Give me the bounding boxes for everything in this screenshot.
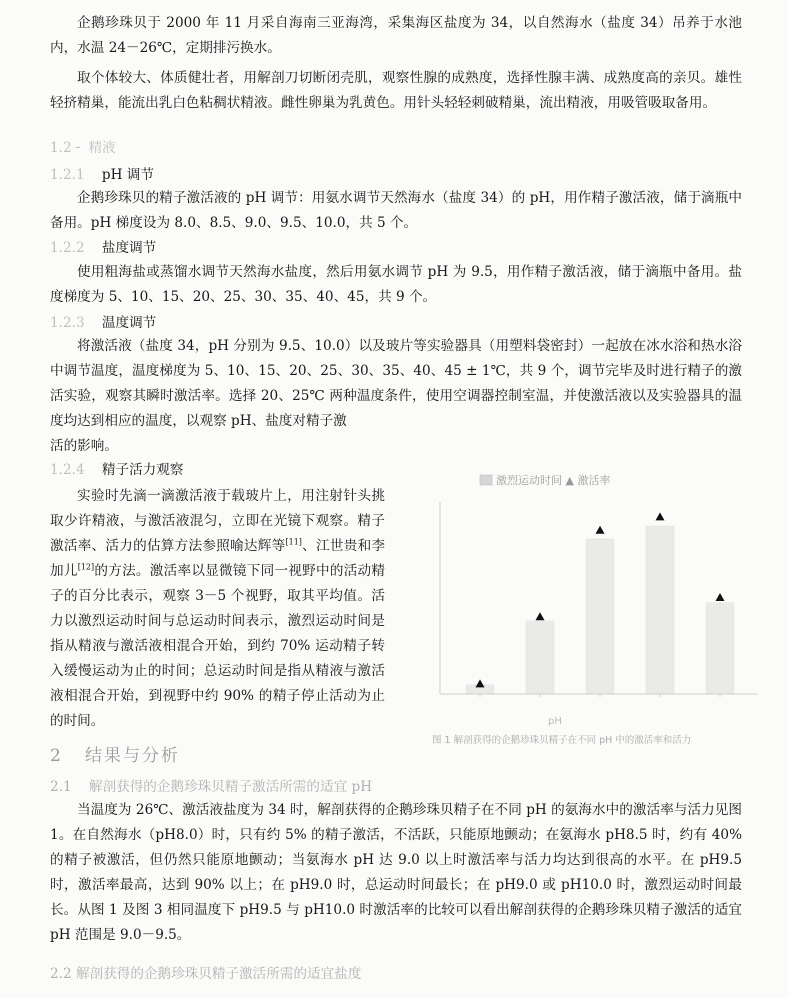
citation: [11] — [285, 537, 302, 547]
subsection-heading-results-ph — [50, 775, 372, 795]
marker-9.0 — [596, 526, 605, 534]
section-heading-faint: 1.2 ╴ 精液 — [50, 140, 116, 156]
marker-8.5 — [536, 612, 545, 620]
salinity-paragraph: 使用粗海盐或蒸馏水调节天然海水盐度，然后用氨水调节 pH 为 9.5，用作精子激活液，储于滴瓶中备用。盐度梯度为 5、10、15、20、25、30、35、40、45，共 9 个。 — [50, 264, 742, 305]
subsection-title: 解剖获得的企鹅珍珠贝精子激活所需的适宜 pH — [88, 779, 373, 795]
bar-8.5 — [526, 621, 554, 694]
bar-9.0 — [586, 539, 614, 694]
x-axis-label: pH — [548, 716, 562, 727]
intro-paragraph-1: 企鹅珍珠贝于 2000 年 11 月采自海南三亚海湾，采集海区盐度为 34，以自然海水（盐度 34）吊养于水池内，水温 24－26℃，定期排污换水。 — [50, 15, 742, 56]
legend-swatch — [480, 475, 492, 485]
subsection-number: 1.2.2 — [50, 240, 85, 256]
chart — [420, 462, 780, 750]
temperature-paragraph: 将激活液（盐度 34，pH 分别为 9.5、10.0）以及玻片等实验器具（用塑料袋密封）一起放在冰水浴和热水浴中调节温度，温度梯度为 5、10、15、20、25、30、35、40、45 ± 1℃，共 9 个，调节完毕及时进行精子的激活实验，观察其瞬时激活率。选择 20、25℃ 两种温度条件，使用空调器控制室温，并使激活液以及实验器具的温度均达到相应的温度，以观察 pH、盐度对精子激 — [50, 338, 742, 429]
subsection-heading-salinity — [50, 238, 156, 258]
figure-1 — [420, 462, 780, 750]
observation-paragraph: 实验时先滴一滴激活液于载玻片上，用注射针头挑取少许精液，与激活液混匀，立即在光镜下观察。精子激活率、活力的估算方法参照喻达辉等[11]、江世贵和李加儿[12]的方法。激活率以显微镜下同一视野中的活动精子的百分比表示，观察 3－5 个视野，取其平均值。活力以激烈运动时间与总运动时间表示，激烈运动时间是指从精液与激活液相混合开始，到约 70% 运动精子转入缓慢运动为止的时间；总运动时间是指从精液与激活液相混合开始，到视野中约 90% 的精子停止活动为止的时间。 — [50, 488, 386, 729]
results-paragraph: 当温度为 26℃、激活液盐度为 34 时，解剖获得的企鹅珍珠贝精子在不同 pH 的氨海水中的激活率与活力见图 1。在自然海水（pH8.0）时，只有约 5% 的精子激活，不活跃，只能原地颤动；在氨海水 pH8.5 时，约有 40% 的精子被激活，但仍然只能原地颤动；当氨海水 pH 达 9.0 以上时激活率与活力均达到很高的水平。在 pH9.5 时，激活率最高，达到 90% 以上；在 pH9.0 时，总运动时间最长；在 pH9.0 或 pH10.0 时，激烈运动时间最长。从图 1 及图 3 相同温度下 pH9.5 与 pH10.0 时激活率的比较可以看出解剖获得的企鹅珍珠贝精子激活的适宜 pH 范围是 9.0－9.5。 — [50, 802, 742, 943]
figure-caption: 图 1 解剖获得的企鹅珍珠贝精子在不同 pH 中的激活率和活力 — [432, 735, 692, 746]
section-heading-results — [50, 741, 180, 766]
bar-9.5 — [646, 526, 674, 694]
subsection-title: 盐度调节 — [101, 240, 157, 256]
subsection-number: 1.2.3 — [50, 315, 85, 331]
subsection-heading-results-salinity: 2.2 解剖获得的企鹅珍珠贝精子激活所需的适宜盐度 — [50, 966, 362, 982]
subsection-title: 温度调节 — [101, 315, 157, 331]
subsection-title: 精子活力观察 — [101, 462, 184, 478]
bars-group — [466, 526, 734, 694]
subsection-heading-ph — [50, 165, 154, 185]
subsection-number: 1.2.4 — [50, 462, 85, 478]
legend-text: 激烈运动时间 ▲ 激活率 — [496, 474, 611, 487]
intro-paragraph-2: 取个体较大、体质健壮者，用解剖刀切断闭壳肌，观察性腺的成熟度，选择性腺丰满、成熟度高的亲贝。雄性轻挤精巢，能流出乳白色粘稠状精液。雌性卵巢为乳黄色。用针头轻轻刺破精巢，流出精液，用吸管吸取备用。 — [50, 70, 742, 111]
subsection-heading-observation — [50, 460, 183, 480]
subsection-title: pH 调节 — [101, 167, 154, 183]
citation: [12] — [77, 562, 95, 572]
temperature-paragraph-end: 活的影响。 — [50, 438, 118, 454]
bar-10.0 — [706, 603, 734, 694]
marker-9.5 — [656, 512, 665, 520]
section-title: 结果与分析 — [85, 746, 181, 766]
subsection-number: 1.2.1 — [50, 167, 85, 183]
section-number: 2 — [50, 746, 63, 766]
subsection-heading-temperature — [50, 313, 156, 333]
subsection-number: 2.1 — [50, 779, 72, 795]
ph-paragraph: 企鹅珍珠贝的精子激活液的 pH 调节：用氨水调节天然海水（盐度 34）的 pH，用作精子激活液，储于滴瓶中备用。pH 梯度设为 8.0、8.5、9.0、9.5、10.0，共 5 个。 — [50, 190, 742, 231]
marker-8.0 — [476, 679, 485, 687]
marker-10.0 — [716, 593, 725, 601]
